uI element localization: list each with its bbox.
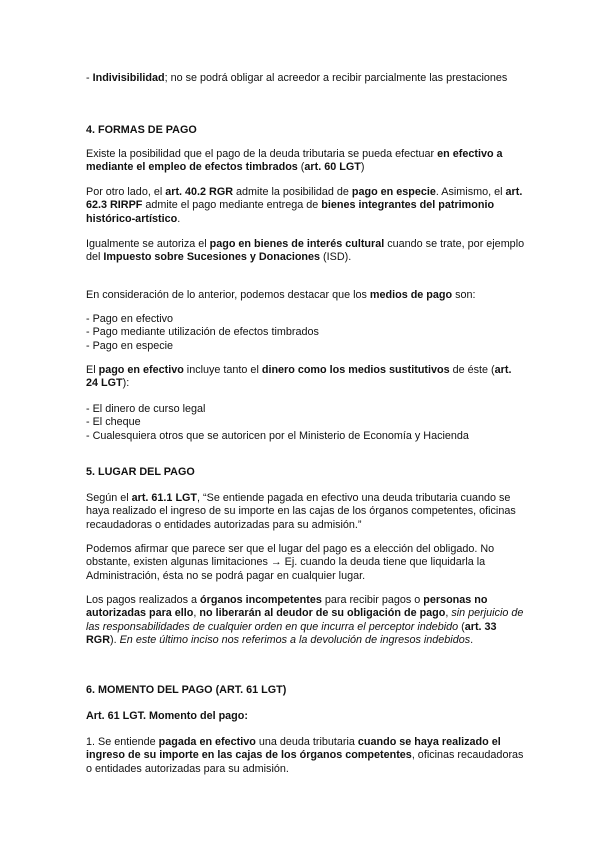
text-run: cuando se trate, por ejemplo del (86, 238, 525, 264)
bold-run: personas no autorizadas para ello (86, 594, 488, 620)
section-4-heading: 4. FORMAS DE PAGO (86, 124, 197, 136)
text-run: El (86, 364, 99, 376)
cash-means-list (86, 403, 526, 443)
text-run: ( (458, 620, 465, 633)
section-6-heading: 6. MOMENTO DEL PAGO (ART. 61 LGT) (86, 684, 287, 696)
s4-paragraph-1 (86, 148, 526, 175)
list-item: - El cheque (86, 416, 141, 429)
s5-paragraph-1 (86, 492, 526, 532)
bold-run: en efectivo a mediante el empleo de efectos timbrados (86, 148, 503, 174)
text-run: Existe la posibilidad que el pago de la deuda tributaria se pueda efectuar (86, 148, 438, 160)
text-run: ( (297, 161, 305, 174)
section-5-heading: 5. LUGAR DEL PAGO (86, 466, 195, 478)
list-item: - Pago mediante utilización de efectos timbrados (86, 326, 319, 339)
s4-paragraph-5 (86, 364, 526, 391)
list-item: - Cualesquiera otros que se autoricen por el Ministerio de Economía y Hacienda (86, 429, 469, 442)
s4-paragraph-3 (86, 238, 526, 265)
s6-subheading: Art. 61 LGT. Momento del pago: (86, 710, 248, 722)
list-item: - Pago en especie (86, 339, 174, 352)
bold-run: medios de pago (369, 289, 453, 301)
s4-paragraph-4 (86, 289, 526, 302)
bold-run: no liberarán al deudor de su obligación de pago (199, 607, 446, 620)
text-run: Por otro lado, el (86, 186, 166, 198)
text-run: Según el (86, 492, 132, 504)
s5-paragraph-3 (86, 594, 526, 648)
bold-run: órganos incompetentes (200, 594, 322, 606)
s4-paragraph-2 (86, 186, 526, 226)
text-run: Igualmente se autoriza el (86, 238, 210, 250)
italic-run: sin perjuicio de las responsabilidades de cualquier orden en que incurra el perceptor indebido (86, 607, 524, 633)
list-item: - Pago en efectivo (86, 313, 174, 325)
bold-run: pago en bienes de interés cultural (209, 238, 385, 250)
intro-bold: Indivisibilidad (92, 72, 165, 84)
text-run: , “Se entiende pagada en efectivo una deuda tributaria cuando se haya realizado el ingreso de su importe en las cajas de los órganos competentes, oficinas recaudadoras o entidades autorizadas para su admisión.” (86, 492, 516, 531)
text-run: incluye tanto el (183, 364, 262, 376)
text-run: , (445, 607, 452, 620)
text-run: admite la posibilidad de (233, 186, 352, 198)
text-run: , oficinas recaudadoras o entidades autorizadas para su admisión. (86, 749, 524, 775)
text-run: ): (122, 377, 130, 390)
intro-dash: - (86, 72, 93, 84)
text-run: . (470, 634, 474, 647)
bold-run: art. 60 LGT (304, 161, 361, 174)
text-run: , (193, 607, 200, 620)
text-run: (ISD). (320, 251, 352, 264)
italic-run: En este último inciso nos referimos a la devolución de ingresos indebidos (119, 634, 471, 647)
bold-run: pago en especie (351, 186, 436, 198)
bold-run: art. 61.1 LGT (131, 492, 198, 504)
bold-run: art. 40.2 RGR (165, 186, 234, 198)
s6-paragraph-1 (86, 736, 526, 776)
intro-paragraph (86, 72, 526, 85)
intro-text: ; no se podrá obligar al acreedor a recibir parcialmente las prestaciones (164, 72, 508, 84)
text-run: ). (110, 634, 120, 647)
text-run: Podemos afirmar que parece ser que el lugar del pago es a elección del obligado. No obstante, existen algunas limitaciones → Ej. cuando la deuda tiene que liquidarla la Administración, ésta no se podrá pagar en cualquier lugar. (86, 543, 495, 582)
s5-paragraph-2 (86, 543, 526, 583)
text-run: 1. Se entiende (86, 736, 159, 748)
bold-run: art. 33 RGR (86, 620, 497, 647)
list-item: - El dinero de curso legal (86, 403, 206, 415)
bold-run: art. 24 LGT (86, 364, 512, 390)
bold-run: Impuesto sobre Sucesiones y Donaciones (103, 251, 321, 264)
text-run: En consideración de lo anterior, podemos destacar que los (86, 289, 370, 301)
text-run: admite el pago mediante entrega de (142, 199, 322, 212)
bold-run: art. 62.3 RIRPF (86, 186, 523, 212)
payment-methods-list (86, 313, 526, 353)
text-run: Los pagos realizados a (86, 594, 201, 606)
bold-run: bienes integrantes del patrimonio histórico-artístico (86, 199, 495, 225)
text-run: . (177, 212, 181, 225)
text-run: una deuda tributaria (255, 736, 358, 748)
bold-run: pagada en efectivo (158, 736, 256, 748)
text-run: . Asimismo, el (435, 186, 506, 198)
text-run: de éste ( (449, 364, 495, 376)
bold-run: cuando se haya realizado el ingreso de su importe en las cajas de los órganos competentes (86, 736, 501, 762)
text-run: para recibir pagos o (321, 594, 424, 606)
text-run: son: (452, 289, 476, 301)
text-run: ) (360, 161, 365, 174)
bold-run: pago en efectivo (98, 364, 184, 376)
bold-run: dinero como los medios sustitutivos (261, 364, 450, 376)
